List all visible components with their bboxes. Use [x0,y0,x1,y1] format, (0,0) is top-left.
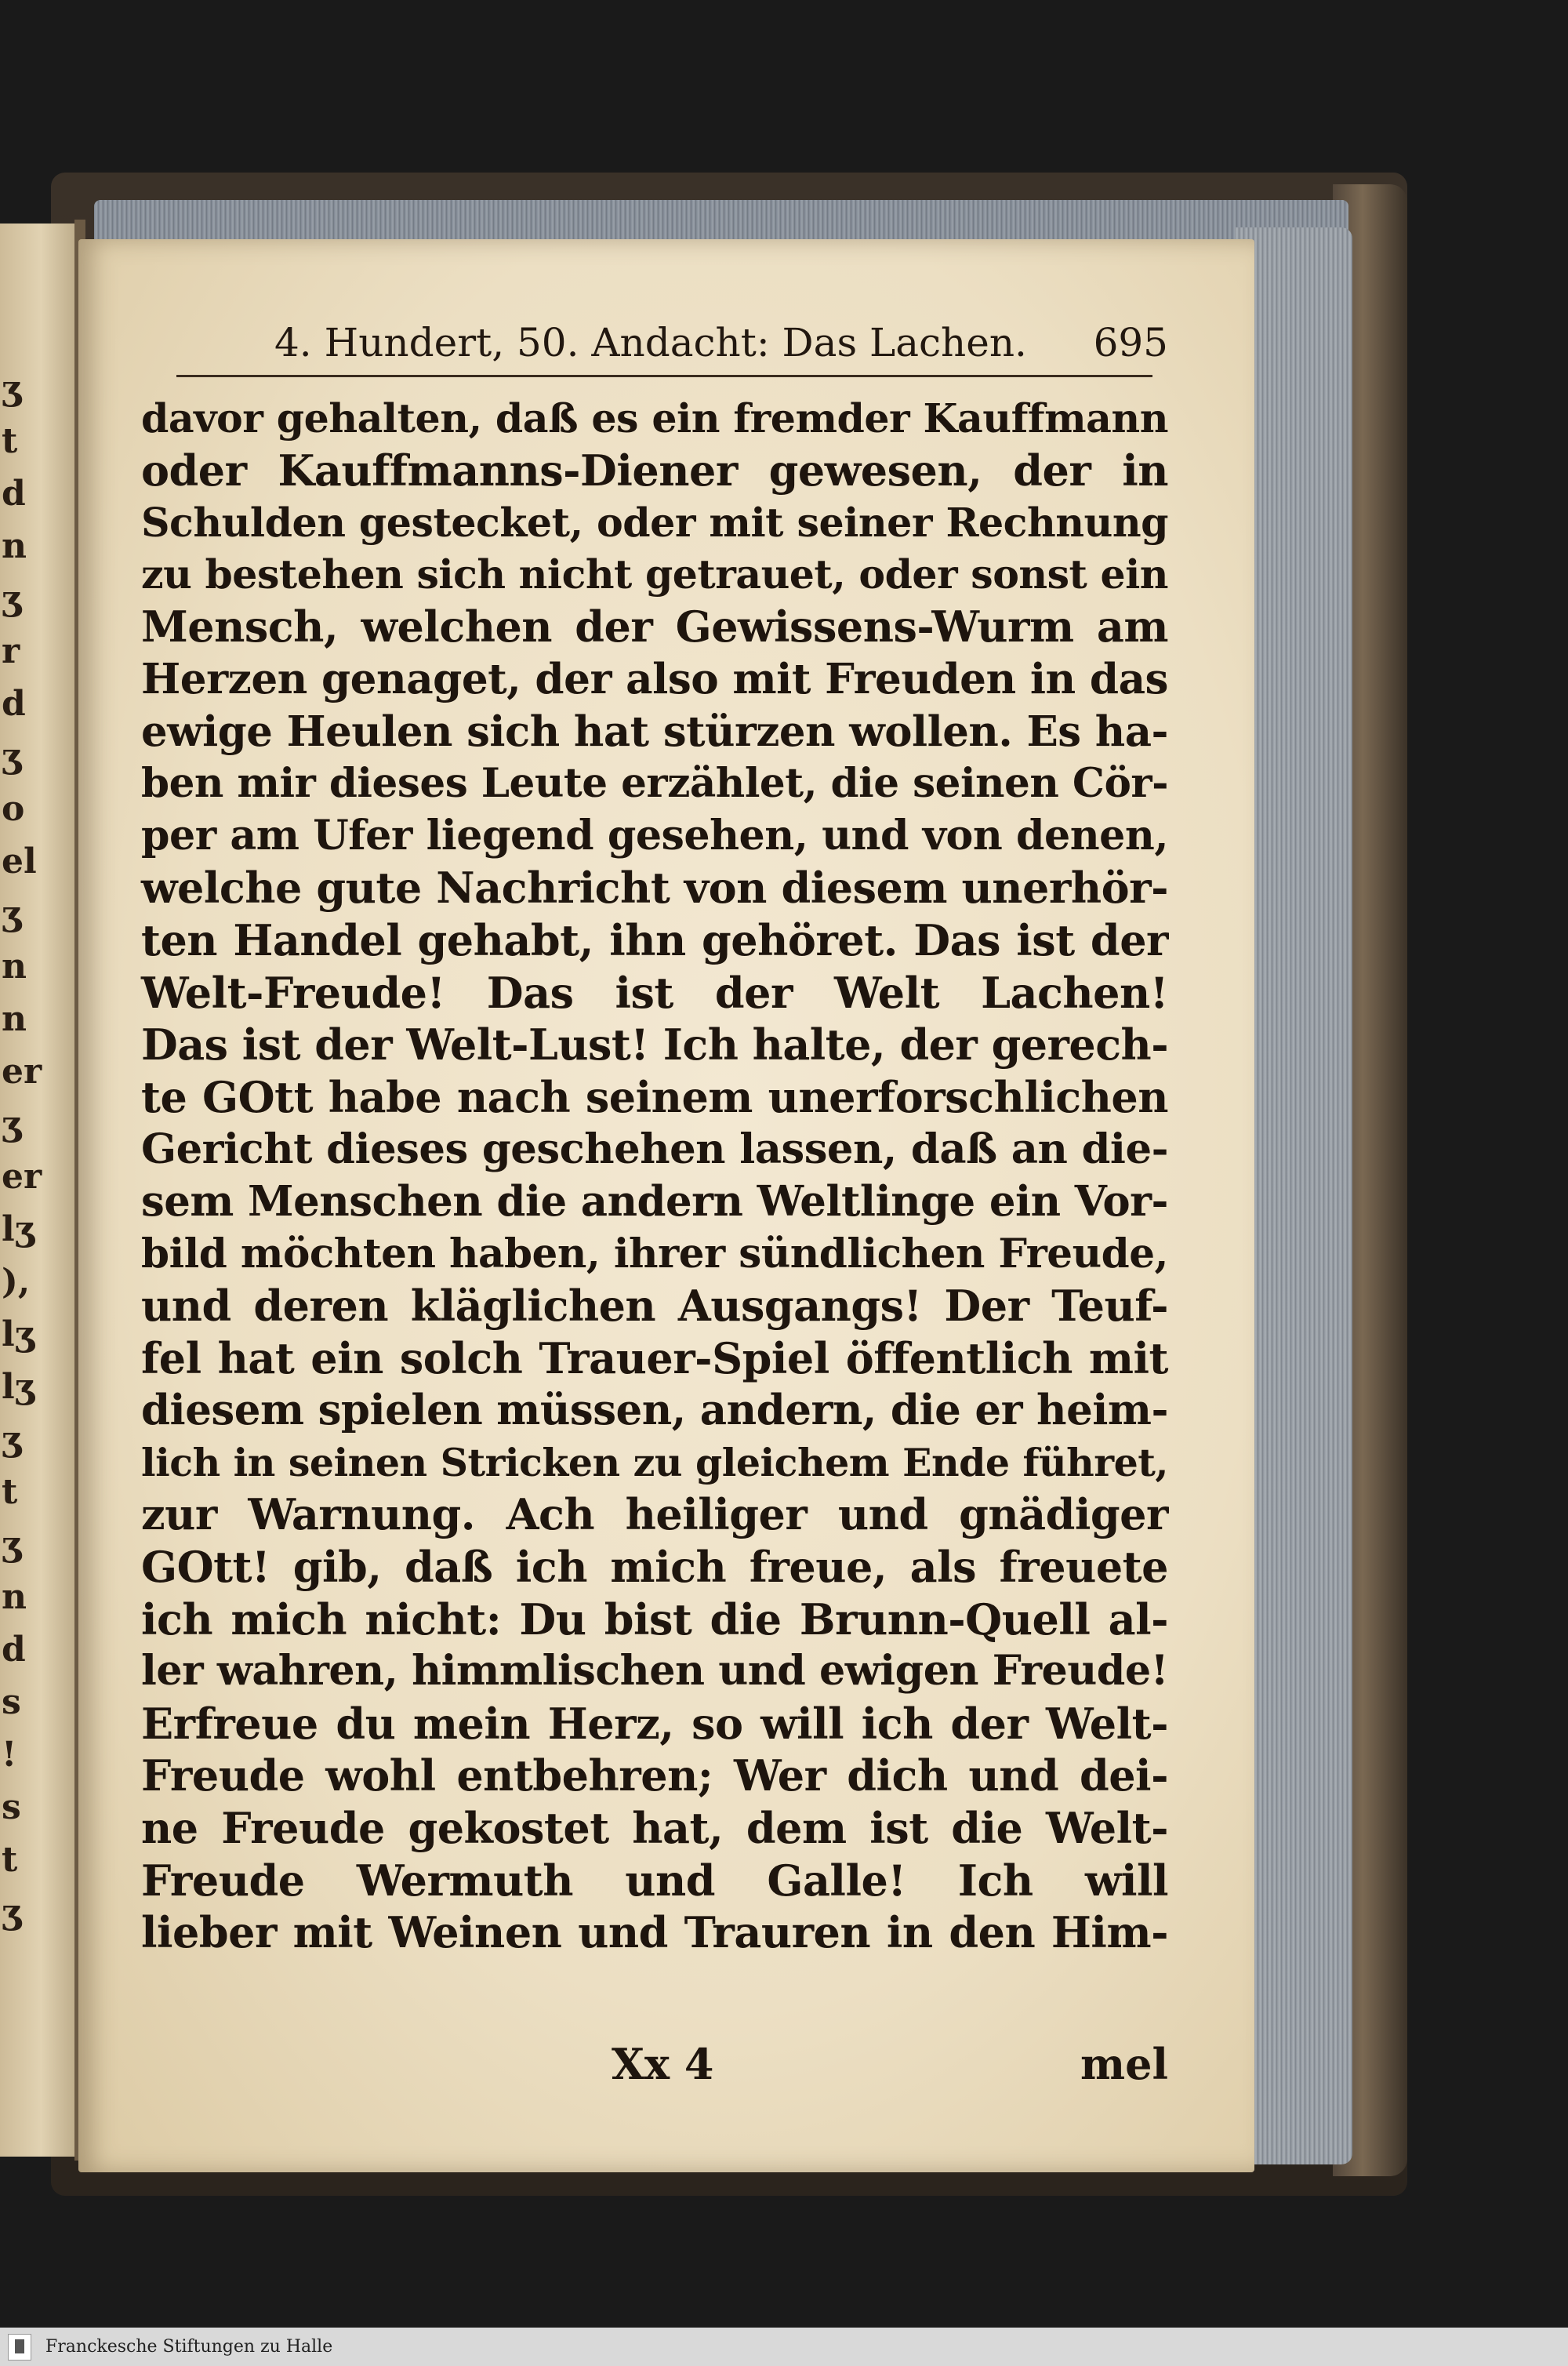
left-page-fragment: r [2,631,20,671]
left-page-fragment: n [2,999,27,1039]
left-page-fragment: ), [2,1262,31,1302]
left-page-fragment: s [2,1682,21,1722]
text-line: lich in seinen Stricken zu gleichem Ende führet, [141,1439,1168,1485]
text-line: Herzen genaget, der also mit Freuden in das [141,653,1168,703]
text-line: bild möchten haben, ihrer sündlichen Freude, [141,1230,1168,1277]
text-line: ler wahren, himmlischen und ewigen Freude! [141,1647,1169,1695]
text-line: ewige Heulen sich hat stürzen wollen. Es ha- [141,707,1168,756]
left-page-fragment: er [2,1157,42,1197]
left-page-fragment: er [2,1052,42,1092]
left-page-fragment: d [2,684,26,724]
text-line: ne Freude gekostet hat, dem ist die Welt- [141,1803,1168,1854]
text-line: ben mir dieses Leute erzählet, die seinen Cör- [141,760,1168,808]
left-page-fragment: ʒ [2,1104,21,1144]
text-line: Welt-Freude! Das ist der Welt Lachen! [141,967,1168,1018]
text-line: per am Ufer liegend gesehen, und von denen, [141,811,1168,860]
caption-text: Franckesche Stiftungen zu Halle [45,2337,333,2357]
left-page-fragment: s [2,1787,21,1827]
left-page-fragment: lʒ [2,1314,34,1354]
left-page-fragment: ʒ [2,894,21,934]
left-page-fragment: d [2,474,26,514]
text-line: ich mich nicht: Du bist die Brunn-Quell al- [141,1594,1168,1645]
text-line: fel hat ein solch Trauer-Spiel öffentlich mit [141,1332,1168,1383]
left-page-fragment: lʒ [2,1209,34,1249]
left-page-fragment: ʒ [2,1892,21,1932]
left-page-fragment: ʒ [2,1525,21,1565]
left-page-fragment: ʒ [2,736,21,776]
left-page-fragment: d [2,1630,26,1670]
left-page-fragment: lʒ [2,1367,34,1407]
left-page-fragment: n [2,1577,27,1617]
text-line: Schulden gestecket, oder mit seiner Rechnung [141,499,1168,547]
caption-bar [0,2328,1568,2366]
institution-logo-icon [8,2334,31,2361]
text-line: Gericht dieses geschehen lassen, daß an die- [141,1125,1168,1174]
text-line: und deren kläglichen Ausgangs! Der Teuf- [141,1281,1168,1332]
text-line: Freude Wermuth und Galle! Ich will [141,1855,1168,1906]
text-line: oder Kauffmanns-Diener gewesen, der in [141,445,1168,496]
catchword: mel [1080,2039,1168,2089]
page-footer [141,2039,1168,2094]
text-line: davor gehalten, daß es ein fremder Kauffmann [141,394,1168,442]
left-page-fragment: t [2,421,18,461]
left-page-fragment: ! [2,1735,17,1775]
left-page-fragment: n [2,947,27,987]
page-number: 695 [1093,320,1168,365]
text-line: Das ist der Welt-Lust! Ich halte, der gerech- [141,1019,1169,1070]
text-line: zur Warnung. Ach heiliger und gnädiger [141,1489,1168,1540]
text-line: diesem spielen müssen, andern, die er heim- [141,1386,1168,1435]
text-line: GOtt! gib, daß ich mich freue, als freuete [141,1542,1168,1593]
left-page-fragment: n [2,526,27,566]
text-line: welche gute Nachricht von diesem unerhör- [141,863,1168,914]
left-page-fragment: ʒ [2,1419,21,1459]
text-line: zu bestehen sich nicht getrauet, oder sonst ein [141,551,1168,598]
text-line: Freude wohl entbehren; Wer dich und dei- [141,1750,1168,1801]
left-page-fragments [0,369,47,2094]
left-page-fragment: ʒ [2,369,21,409]
left-page-fragment: ʒ [2,579,21,619]
text-line: Mensch, welchen der Gewissens-Wurm am [141,601,1168,652]
left-page-fragment: t [2,1840,18,1880]
body-text [141,392,1168,1959]
running-head-title: 4. Hundert, 50. Andacht: Das Lachen. [274,320,1027,365]
signature-mark: Xx 4 [612,2039,714,2089]
left-page-fragment: t [2,1472,18,1512]
running-head [196,320,1168,383]
text-line: lieber mit Weinen und Trauren in den Him- [141,1907,1168,1958]
left-page-fragment: el [2,841,37,881]
text-line: ten Handel gehabt, ihn gehöret. Das ist der [141,914,1168,965]
head-rule [176,375,1152,377]
left-page-fragment: o [2,789,25,829]
text-line: sem Menschen die andern Weltlinge ein Vor- [141,1176,1168,1226]
text-line: te GOtt habe nach seinem unerforschlichen [141,1071,1168,1122]
text-line: Erfreue du mein Herz, so will ich der Welt- [141,1698,1168,1749]
